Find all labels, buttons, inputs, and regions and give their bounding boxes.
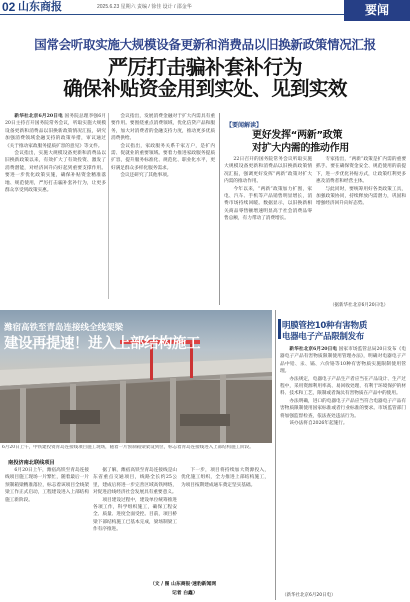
commentary-title-2: 对扩大内需的推动作用 — [252, 143, 349, 154]
lead-headline-1: 严厉打击骗补套补行为 — [108, 55, 302, 79]
rail-headline: 建设再提速！进入上部结构施工 — [4, 336, 200, 352]
rail-kicker: 潍宿高铁至青岛连接线全线架梁 — [4, 323, 124, 333]
rail-col-3 — [181, 467, 269, 577]
title-accent-bar — [278, 319, 281, 339]
recall-title-2: 电器电子产品限制发布 — [282, 332, 365, 342]
rail-paragraph: 据了解，潍宿高铁至青岛连接线是山东省重点交通项目，线路全长约25公里，建成后将进一步完善区域高铁网络，对促进沿线经济社会发展具有重要意义。 — [93, 468, 177, 496]
recall-body — [280, 346, 406, 589]
rail-footer: （文 / 图 山东商报·速豹新闻网 — [150, 582, 217, 587]
lead-body-col-2 — [111, 113, 215, 301]
recall-paragraph: 国家市场监管总局20日发布《电器电子产品有害物质限制使用管理办法》，明确对电器电子产品中铅、汞、镉、六价铬等10种有害物质实施限制使用管理。 — [280, 347, 406, 375]
newspaper-name: 山东商报 — [18, 1, 62, 13]
section-tab[interactable]: 要闻 — [344, 0, 410, 21]
lead-paragraph: 会议还研究了其他事项。 — [120, 173, 172, 179]
commentary-label: 【要闻解读】 — [226, 122, 263, 129]
rail-paragraph: 下一步，项目将持续加大资源投入，优化施工组织，全力推进上部结构施工，为项目按期建成通车奠定坚实基础。 — [181, 468, 269, 488]
rail-subhead: 南投济南北联线项目 — [8, 460, 55, 466]
section-divider — [219, 113, 220, 305]
commentary-col-2 — [316, 156, 406, 296]
recall-paragraph: 办法明确，进口的电器电子产品应当符合电器电子产品有害物质限制使用国家标准或者行业标准的要求。市场监管部门将加强监督检查，依法查处违法行为。 — [280, 398, 406, 419]
rail-col-1 — [5, 467, 89, 600]
recall-paragraph: 办法规定，电器电子产品生产者应当在产品设计、生产过程中，采用资源利用率高、易回收处理、有利于环境保护的材料、技术和工艺，限制或者淘汰有害物质在产品中的使用。 — [280, 376, 406, 397]
rail-footer-2: 记者 白鑫） — [172, 591, 198, 596]
lead-body-col-1 — [5, 113, 106, 301]
lead-headline-2: 确保补贴资金用到实处、见到实效 — [63, 77, 347, 100]
commentary-paragraph: 与此同时，要统筹用好各类政策工具，加强政策协同，持续释放内需潜力，巩固和增强经济回升向好态势。 — [316, 186, 406, 207]
recall-dateline: 新华社北京6月20日电 — [289, 347, 338, 352]
commentary-paragraph: 22日召开的国务院常务会议听取实施大规模设备更新和消费品以旧换新政策情况汇报，强调更好发挥“两新”政策对扩大内需的推动作用。 — [224, 157, 312, 185]
recall-footer: （新华社北京6月20日电） — [282, 593, 336, 598]
commentary-paragraph: 今年以来，“两新”政策加力扩围，家电、汽车、手机等产品销售明显增长，消费市场持续回暖。数据显示，以旧换新相关商品零售额增速明显高于社会消费品零售总额，有力带动了消费增长。 — [224, 186, 312, 222]
rail-paragraph: 项目建设过程中，建设单位统筹推进各项工作，科学组织施工，确保工程安全、质量、进度全面受控。目前，项目桥梁下部结构施工已基本完成，梁场制梁工作有序推进。 — [93, 497, 177, 533]
date-line: 2025.6.23 星期六 责编 / 徐佳 设计 / 邵金华 — [97, 4, 192, 10]
commentary-footer: （据新华社北京6月20日电） — [330, 303, 389, 308]
lead-paragraph: 会议指出，家政服务关系千家万户，是扩内需、促就业的重要领域。要着力推进家政服务提质扩容，提升服务标准化、规范化、职业化水平，更好满足群众多样化服务需求。 — [111, 143, 215, 171]
section-divider — [275, 310, 276, 600]
page-number: 02 — [2, 0, 16, 14]
recall-paragraph: 该办法将自2026年起施行。 — [289, 421, 348, 427]
photo-caption: 6月20日上午，中铁建投资青岛连接线项目施工现场，随着一片预制箱梁架设到位，标志着青岛连接线进入上部结构施工阶段。 — [2, 445, 254, 450]
lead-paragraph: 会议指出，发展消费金融对于扩大内需具有重要作用。要围绕重点消费领域，优化信贷产品和服务，加大对消费者的金融支持力度，推动更多优质消费供给。 — [111, 114, 215, 142]
lead-dateline: 新华社北京6月20日电 — [14, 114, 63, 119]
commentary-paragraph: 专家指出，“两新”政策是扩内需的重要抓手。要在确保资金安全、规范使用的前提下，进一步优化补贴方式，让政策红利更多惠及消费者和经营主体。 — [316, 157, 406, 185]
lead-kicker: 国常会听取实施大规模设备更新和消费品以旧换新政策情况汇报 — [34, 37, 376, 52]
rail-paragraph: 6月20日上午，潍宿高铁至青岛连接线项目施工现场一片繁忙，随着最后一片预制箱梁精准落位，标志着该项目全线架梁工作正式启动，工程建设进入上部结构施工新阶段。 — [5, 468, 89, 503]
lead-paragraph: 国务院总理李强6月20日主持召开国务院常务会议，听取实施大规模设备更新和消费品以旧换新政策情况汇报，研究加强消费领域金融支持的政策举措，审议通过《关于推动家政服务提质扩容的意见》等文件。 — [5, 114, 106, 149]
recall-title-1: 明膜管控10种有害物质 — [282, 321, 368, 331]
lead-paragraph: 会议指出，实施大规模设备更新和消费品以旧换新政策以来，有效扩大了有效投资、激发了消费潜能，对经济回升向好起到重要支撑作用。要进一步优化政策实施，确保补贴资金精准落地、规范使用，严厉打击骗补套补行为，让更多群众享受到政策实惠。 — [5, 151, 106, 194]
commentary-title-1: 更好发挥“两新”政策 — [252, 130, 343, 141]
commentary-col-1 — [224, 156, 312, 296]
column-divider — [108, 113, 109, 299]
